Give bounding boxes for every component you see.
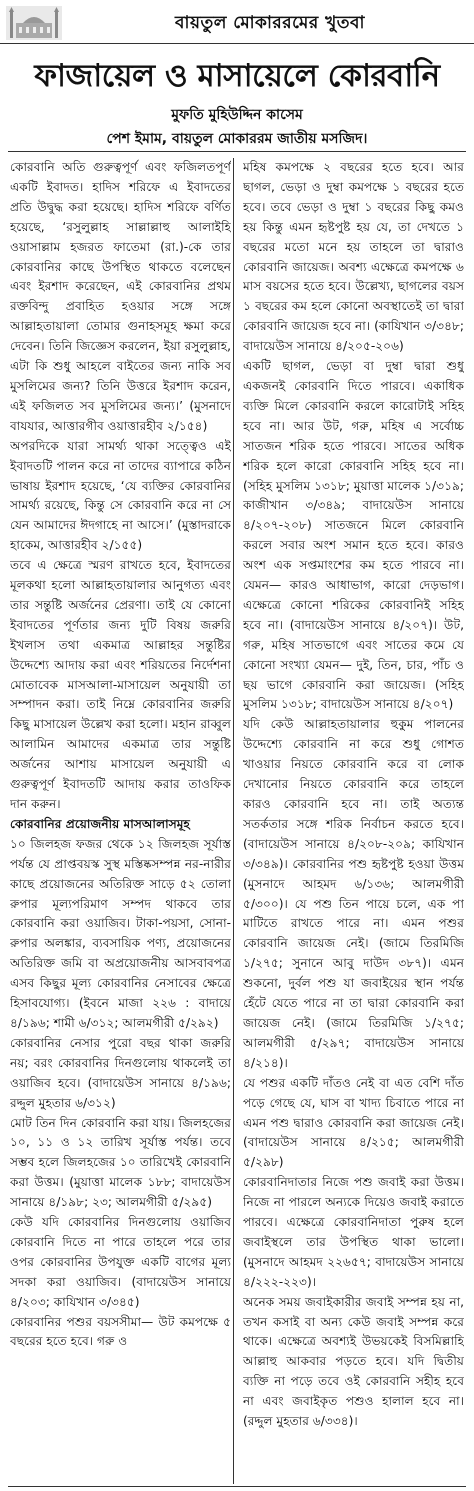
header-rule: [8, 151, 466, 152]
paragraph: কোরবানিদাতার নিজে পশু জবাই করা উত্তম। নিজে না পারলে অন্যকে দিয়েও জবাই করাতে পারবে। এক্ষেত্রে কোরবানিদাতা পুরুষ হলে জবাইস্থলে তার উপস্থিত থাকা ভালো। (মুসনাদে আহমদ ২২৬৫৭; বাদায়েউস সানায়ে ৪/২২২-২২৩)।: [243, 1175, 464, 1289]
author-designation: পেশ ইমাম, বায়তুল মোকাররম জাতীয় মসজিদ।: [106, 131, 368, 147]
paragraph: কোরবানির নেসার পুরো বছর থাকা জরুরি নয়; বরং কোরবানির দিনগুলোয় থাকলেই তা ওয়াজিব হবে। (বাদায়েউস সানায়ে ৪/১৯৬; রদ্দুল মুহতার ৬/৩১২): [10, 1035, 231, 1110]
section-kicker: বায়তুল মোকাররমের খুতবা: [175, 13, 365, 33]
mosque-icon: [6, 6, 62, 40]
paragraph: মোট তিন দিন কোরবানি করা যায়। জিলহজের ১০, ১১ ও ১২ তারিখ সূর্যাস্ত পর্যন্ত। তবে সম্ভব হলে জিলহজের ১০ তারিখেই কোরবানি করা উত্তম। (মুয়াত্তা মালেক ১৮৮; বাদায়েউস সানায়ে ৪/১৯৮; ২৩; আলমগীরী ৫/২৯৫): [10, 1115, 231, 1210]
paragraph: কোরবানির পশুর বয়সসীমা— উট কমপক্ষে ৫ বছরের হতে হবে। গরু ও: [10, 1314, 231, 1349]
paragraph: কোরবানি অতি গুরুত্বপূর্ণ এবং ফজিলতপূর্ণ একটি ইবাদত। হাদিস শরিফে এ ইবাদতের প্রতি উদ্বুদ্ধ করা হয়েছে। হাদিস শরিফে বর্ণিত হয়েছে, ‘রসুলুল্লাহ সাল্লাল্লাহু আলাইহি ওয়াসাল্লাম হজরত ফাতেমা (রা.)-কে তার কোরবানির কাছে উপস্থিত থাকতে বলেছেন এবং ইরশাদ করেছেন, এই কোরবানির প্রথম রক্তবিন্দু প্রবাহিত হওয়ার সঙ্গে সঙ্গে আল্লাহতায়ালা তোমার গুনাহসমূহ ক্ষমা করে দেবেন। তিনি জিজ্ঞেস করলেন, ইয়া রসুলুল্লাহ, এটা কি শুধু আহলে বাইতের জন্য নাকি সব মুসলিমের জন্য? তিনি উত্তরে ইরশাদ করেন, এই ফজিলত সব মুসলিমের জন্য।’ (মুসনাদে বাযযার, আত্তারগীব ওয়াত্তারহীব ২/১৫৪): [10, 160, 231, 433]
column-banner: [0, 0, 474, 44]
right-column: [243, 158, 464, 1484]
paragraph: কেউ যদি কোরবানির দিনগুলোয় ওয়াজিব কোরবানি দিতে না পারে তাহলে পরে তার ওপর কোরবানির উপযুক্ত একটি বাগের মূল্য সদকা করা ওয়াজিব। (বাদায়েউস সানায়ে ৪/২০৩; কাযিখান ৩/৩৪৫): [10, 1215, 231, 1309]
paragraph: যে পশুর একটি দাঁতও নেই বা এত বেশি দাঁত পড়ে গেছে যে, ঘাস বা খাদ্য চিবাতে পারে না এমন পশু দ্বারাও কোরবানি করা জায়েজ নেই। (বাদায়েউস সানায়ে ৪/২১৫; আলমগীরী ৫/২৯৮): [243, 1075, 464, 1170]
column-divider: [233, 158, 234, 1484]
paragraph: যদি কেউ আল্লাহতায়ালার হুকুম পালনের উদ্দেশ্যে কোরবানি না করে শুধু গোশত খাওয়ার নিয়তে কোরবানি করে বা লোক দেখানোর নিয়তে কোরবানি করে তাহলে কারও কোরবানি হবে না। তাই অত্যন্ত সতর্কতার সঙ্গে শরিক নির্বাচন করতে হবে। (বাদায়েউস সানায়ে ৪/২০৮-২০৯; কাযিখান ৩/৩৪৯)। কোরবানির পশু হৃষ্টপুষ্ট হওয়া উত্তম (মুসনাদে আহমদ ৬/১৩৬; আলমগীরী ৫/৩০০)। যে পশু তিন পায়ে চলে, এক পা মাটিতে রাখতে পারে না। এমন পশুর কোরবানি জায়েজ নেই। (জামে তিরমিজি ১/২৭৫; সুনানে আবু দাউদ ৩৮৭)। এমন শুকনো, দুর্বল পশু যা জবাইয়ের স্থান পর্যন্ত হেঁটে যেতে পারে না তা দ্বারা কোরবানি করা জায়েজ নেই। (জামে তিরমিজি ১/২৭৫; আলমগীরী ৫/২৯৭; বাদায়েউস সানায়ে ৪/২১৪)।: [243, 717, 464, 1070]
footer-rule: [8, 1486, 466, 1487]
section-subheading: কোরবানির প্রয়োজনীয় মাসআলাসমূহ: [10, 816, 190, 831]
paragraph: মহিষ কমপক্ষে ২ বছরের হতে হবে। আর ছাগল, ভেড়া ও দুম্বা কমপক্ষে ১ বছরের হতে হবে। তবে ভেড়া ও দুম্বা ১ বছরের কিছু কমও হয় কিন্তু এমন হৃষ্টপুষ্ট হয় যে, তা দেখতে ১ বছরের মতো মনে হয় তাহলে তা দ্বারাও কোরবানি জায়েজ। অবশ্য এক্ষেত্রে কমপক্ষে ৬ মাস বয়সের হতে হবে। উল্লেখ্য, ছাগলের বয়স ১ বছরের কম হলে কোনো অবস্থাতেই তা দ্বারা কোরবানি জায়েজ হবে না। (কাযিখান ৩/৩৪৮; বাদায়েউস সানায়ে ৪/২০৫-২০৬): [243, 160, 464, 354]
paragraph: ১০ জিলহজ ফজর থেকে ১২ জিলহজ সূর্যাস্ত পর্যন্ত যে প্রাপ্তবয়স্ক সুস্থ মস্তিষ্কসম্পন্ন নর-নারীর কাছে প্রয়োজনের অতিরিক্ত সাড়ে ৫২ তোলা রুপার মূল্যপরিমাণ সম্পদ থাকবে তার কোরবানি করা ওয়াজিব। টাকা-পয়সা, সোনা-রুপার অলঙ্কার, ব্যবসায়িক পণ্য, প্রয়োজনের অতিরিক্ত জমি বা অপ্রয়োজনীয় আসবাবপত্র এসব কিছুর মূল্য কোরবানির নেসাবের ক্ষেত্রে হিসাবযোগ্য। (ইবনে মাজা ২২৬ : বাদায়ে ৪/১৯৬; শামী ৬/৩১২; আলমগীরী ৫/২৯২): [10, 836, 231, 1030]
paragraph: তবে এ ক্ষেত্রে স্মরণ রাখতে হবে, ইবাদতের মূলকথা হলো আল্লাহতায়ালার আনুগত্য এবং তার সন্তুষ্টি অর্জনের প্রেরণা। তাই যে কোনো ইবাদতের পূর্ণতার জন্য দুটি বিষয় জরুরি ইখলাস তথা একমাত্র আল্লাহর সন্তুষ্টির উদ্দেশ্যে আদায় করা এবং শরিয়তের নির্দেশনা মোতাবেক মাসআলা-মাসায়েল অনুযায়ী তা সম্পাদন করা। তাই নিম্নে কোরবানির জরুরি কিছু মাসায়েল উল্লেখ করা হলো। মহান রাব্বুল আলামিন আমাদের একমাত্র তার সন্তুষ্টি অর্জনের আশায় মাসায়েল অনুযায়ী এ গুরুত্বপূর্ণ ইবাদতটি আদায় করার তাওফিক দান করুন।: [10, 558, 231, 811]
author-byline: মুফতি মুহিউদ্দিন কাসেম: [171, 107, 303, 123]
paragraph: অপরদিকে যারা সামর্থ্য থাকা সত্ত্বেও এই ইবাদতটি পালন করে না তাদের ব্যাপারে কঠিন ভাষায় ইরশাদ হয়েছে, ‘যে ব্যক্তির কোরবানির সামর্থ্য রয়েছে, কিন্তু সে কোরবানি করে না সে যেন আমাদের ঈদগাহে না আসে।’ (মুস্তাদরাকে হাকেম, আত্তারহীব ২/১৫৫): [10, 438, 231, 553]
paragraph: একটি ছাগল, ভেড়া বা দুম্বা দ্বারা শুধু একজনই কোরবানি দিতে পারবে। একাধিক ব্যক্তি মিলে কোরবানি করলে কারোটাই সহিহ হবে না। আর উট, গরু, মহিষ এ সর্বোচ্চ সাতজন শরিক হতে পারবে। সাতের অধিক শরিক হলে কারো কোরবানি সহিহ হবে না। (সহিহ মুসলিম ১৩১৮; মুয়াত্তা মালেক ১/৩১৯; কাজীখান ৩/৩৪৯; বাদায়েউস সানায়ে ৪/২০৭-২০৮) সাতজনে মিলে কোরবানি করলে সবার অংশ সমান হতে হবে। কারও অংশ এক সপ্তমাংশের কম হতে পারবে না। যেমন— কারও আধাভাগ, কারো দেড়ভাগ। এক্ষেত্রে কোনো শরিকের কোরবানিই সহিহ হবে না। (বাদায়েউস সানায়ে ৪/২০৭)। উট, গরু, মহিষ সাতভাগে এবং সাতের কমে যে কোনো সংখ্যা যেমন— দুই, তিন, চার, পাঁচ ও ছয় ভাগে কোরবানি করা জায়েজ। (সহিহ মুসলিম ১৩১৮; বাদায়েউস সানায়ে ৪/২০৭): [243, 359, 464, 712]
paragraph: অনেক সময় জবাইকারীর জবাই সম্পন্ন হয় না, তখন কসাই বা অন্য কেউ জবাই সম্পন্ন করে থাকে। এক্ষেত্রে অবশ্যই উভয়কেই বিসমিল্লাহি আল্লাহু আকবার পড়তে হবে। যদি দ্বিতীয় ব্যক্তি না পড়ে তবে ওই কোরবানি সহীহ হবে না এবং জবাইকৃত পশুও হালাল হবে না। (রদ্দুল মুহতার ৬/৩৩৪)।: [243, 1294, 464, 1429]
left-column: [10, 158, 231, 1484]
article-headline: ফাজায়েল ও মাসায়েলে কোরবানি: [34, 58, 440, 94]
